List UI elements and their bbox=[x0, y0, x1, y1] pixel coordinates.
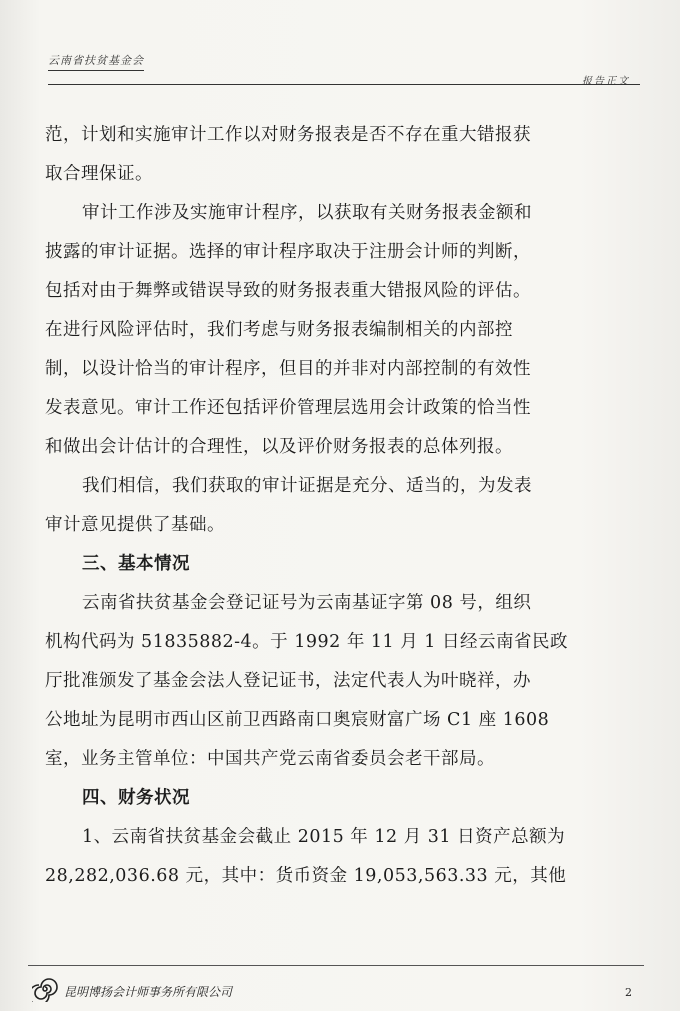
text-line: 审计工作涉及实施审计程序，以获取有关财务报表金额和 bbox=[82, 203, 532, 223]
header-section-label: 报告正文 bbox=[582, 76, 630, 87]
text-line: 取合理保证。 bbox=[45, 164, 153, 184]
text-line: 厅批准颁发了基金会法人登记证书，法定代表人为叶晓祥，办 bbox=[45, 671, 531, 691]
spiral-logo-icon bbox=[32, 976, 58, 1002]
footer-firm-name: 昆明博扬会计师事务所有限公司 bbox=[64, 985, 233, 999]
page-footer bbox=[28, 965, 644, 1006]
text-line: 包括对由于舞弊或错误导致的财务报表重大错报风险的评估。 bbox=[45, 281, 531, 301]
text-line: 制，以设计恰当的审计程序，但目的并非对内部控制的有效性 bbox=[45, 359, 531, 379]
report-body bbox=[45, 116, 635, 896]
section-heading: 三、基本情况 bbox=[82, 554, 190, 574]
page-header bbox=[48, 50, 640, 85]
text-line: 28,282,036.68 元，其中：货币资金 19,053,563.33 元，其他 bbox=[45, 866, 567, 886]
text-line: 范，计划和实施审计工作以对财务报表是否不存在重大错报获 bbox=[45, 125, 531, 145]
section-heading: 四、财务状况 bbox=[82, 788, 190, 808]
text-line: 在进行风险评估时，我们考虑与财务报表编制相关的内部控 bbox=[45, 320, 513, 340]
text-line: 公地址为昆明市西山区前卫西路南口奥宸财富广场 C1 座 1608 bbox=[45, 710, 550, 730]
text-line: 和做出会计估计的合理性，以及评价财务报表的总体列报。 bbox=[45, 437, 513, 457]
text-line: 发表意见。审计工作还包括评价管理层选用会计政策的恰当性 bbox=[45, 398, 531, 418]
header-org-name: 云南省扶贫基金会 bbox=[48, 52, 144, 71]
page-number: 2 bbox=[625, 986, 632, 999]
text-line: 我们相信，我们获取的审计证据是充分、适当的，为发表 bbox=[82, 476, 532, 496]
text-line: 室，业务主管单位：中国共产党云南省委员会老干部局。 bbox=[45, 749, 495, 769]
text-line: 审计意见提供了基础。 bbox=[45, 515, 225, 535]
text-line: 云南省扶贫基金会登记证号为云南基证字第 08 号，组织 bbox=[82, 593, 532, 613]
text-line: 披露的审计证据。选择的审计程序取决于注册会计师的判断， bbox=[45, 242, 531, 262]
text-line: 机构代码为 51835882-4。于 1992 年 11 月 1 日经云南省民政 bbox=[45, 632, 568, 652]
text-line: 1、云南省扶贫基金会截止 2015 年 12 月 31 日资产总额为 bbox=[82, 827, 566, 847]
